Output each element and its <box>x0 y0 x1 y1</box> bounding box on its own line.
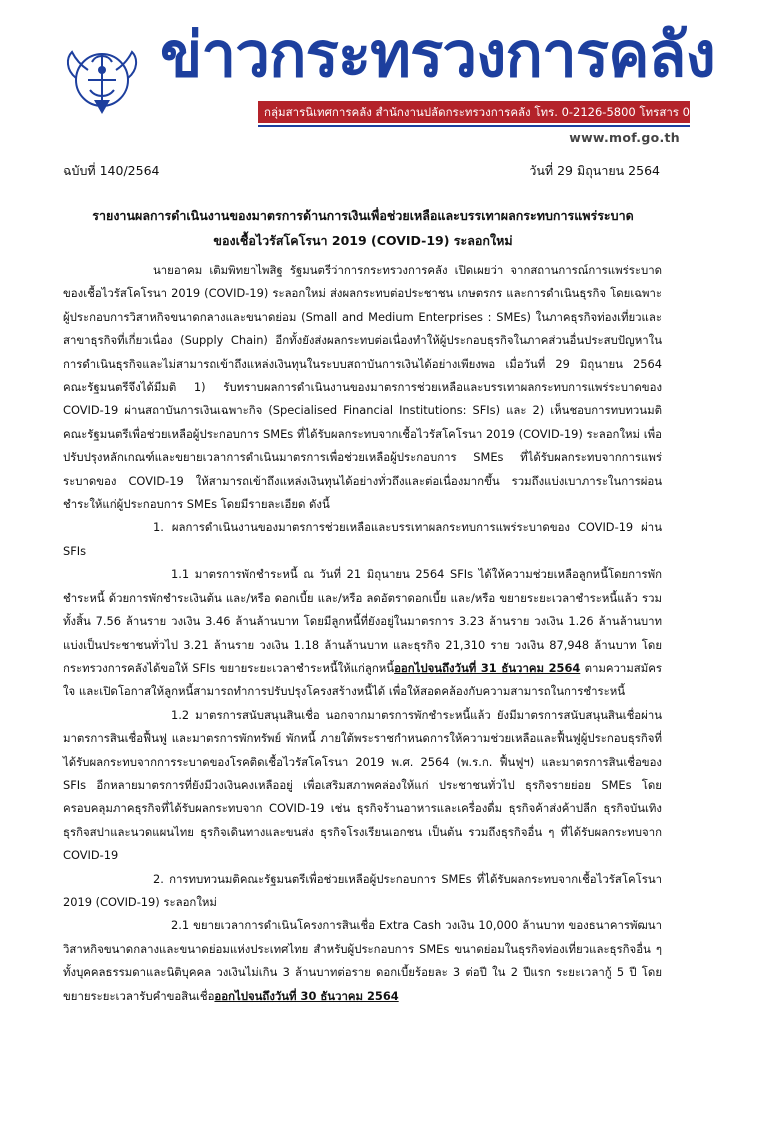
section-1-1-lead: 1.1 มาตรการพักชำระหนี้ <box>171 567 298 582</box>
section-1-1-paragraph <box>63 563 662 703</box>
contact-bar: กลุ่มสารนิเทศการคลัง สำนักงานปลัดกระทรวงการคลัง โทร. 0-2126-5800 โทรสาร 0-2273-9763 <box>258 101 690 123</box>
garuda-emblem-icon <box>62 40 142 120</box>
title-line-1: รายงานผลการดำเนินงานของมาตรการด้านการเงินเพื่อช่วยเหลือและบรรเทาผลกระทบการแพร่ระบาด <box>92 208 634 223</box>
issue-number: ฉบับที่ 140/2564 <box>63 163 160 178</box>
header-divider <box>258 125 690 127</box>
section-1-2-text: นอกจากมาตรการพักชำระหนี้แล้ว ยังมีมาตรการสนับสนุนสินเชื่อผ่านมาตรการสินเชื่อฟื้นฟู และมาตรการพักทรัพย์ พักหนี้ ภายใต้พระราชกำหนดการให้ความช่วยเหลือและฟื้นฟูผู้ประกอบธุรกิจที่ได้รับผลกระทบจากการระบาดของโรคติดเชื้อไวรัสโคโรนา 2019 พ.ศ. 2564 (พ.ร.ก. ฟื้นฟูฯ) และมาตรการสินเชื่อของ SFIs อีกหลายมาตรการที่ยังมีวงเงินคงเหลืออยู่ เพื่อเสริมสภาพคล่องให้แก่ ประชาชนทั่วไป ธุรกิจรายย่อย SMEs โดยครอบคลุมภาคธุรกิจที่ได้รับผลกระทบจาก COVID-19 เช่น ธุรกิจร้านอาหารและเครื่องดื่ม ธุรกิจค้าส่งค้าปลีก ธุรกิจบันเทิง ธุรกิจสปาและนวดแผนไทย ธุรกิจเดินทางและขนส่ง ธุรกิจโรงเรียนเอกชน เป็นต้น รวมถึงธุรกิจอื่น ๆ ที่ได้รับผลกระทบจาก COVID-19 <box>63 707 662 863</box>
section-1-heading: 1. ผลการดำเนินงานของมาตรการช่วยเหลือและบรรเทาผลกระทบการแพร่ระบาดของ COVID-19 ผ่าน SFIs <box>63 520 662 558</box>
website-url[interactable]: www.mof.go.th <box>569 130 680 145</box>
section-2-1-deadline: ออกไปจนถึงวันที่ 30 ธันวาคม 2564 <box>214 988 399 1003</box>
section-1-1-tail: ตามความสมัครใจ และเปิดโอกาสให้ลูกหนี้สามารถทำการปรับปรุงโครงสร้างหนี้ได้ เพื่อให้สอดคล้องกับความสามารถในการชำระหนี้ <box>63 660 663 699</box>
section-2-1-text: 2.1 ขยายเวลาการดำเนินโครงการสินเชื่อ Extra Cash วงเงิน 10,000 ล้านบาท ของธนาคารพัฒนาวิสาหกิจขนาดกลางและขนาดย่อมแห่งประเทศไทย สำหรับผู้ประกอบการ SMEs ขนาดย่อมในธุรกิจท่องเที่ยวและธุรกิจอื่น ๆ ทั้งบุคคลธรรมดาและนิติบุคคล วงเงินไม่เกิน 3 ล้านบาทต่อราย ดอกเบี้ยร้อยละ 3 ต่อปี ใน 2 ปีแรก ระยะเวลากู้ 5 ปี โดยขยายระยะเวลารับคำขอสินเชื่อ <box>63 918 662 1003</box>
section-1-1-text: ณ วันที่ 21 มิถุนายน 2564 SFIs ได้ให้ความช่วยเหลือลูกหนี้โดยการพักชำระหนี้ ด้วยการพักชำระเงินต้น และ/หรือ ดอกเบี้ย และ/หรือ ลดอัตราดอกเบี้ย และ/หรือ ขยายระยะเวลาชำระหนี้แล้ว รวมทั้งสิ้น 7.56 ล้านราย วงเงิน 3.46 ล้านล้านบาท โดยมีลูกหนี้ที่ยังอยู่ในมาตรการ 3.23 ล้านราย วงเงิน 1.26 ล้านล้านบาท แบ่งเป็นประชาชนทั่วไป 3.21 ล้านราย วงเงิน 1.18 ล้านล้านบาท และธุรกิจ 21,310 ราย วงเงิน 87,948 ล้านบาท โดยกระทรวงการคลังได้ขอให้ SFIs ขยายระยะเวลาชำระหนี้ให้แก่ลูกหนี้ <box>63 567 662 675</box>
section-2-heading: 2. การทบทวนมติคณะรัฐมนตรีเพื่อช่วยเหลือผู้ประกอบการ SMEs ที่ได้รับผลกระทบจากเชื้อไวรัสโคโรนา 2019 (COVID-19) ระลอกใหม่ <box>63 871 662 909</box>
section-2-1-paragraph <box>63 914 662 1008</box>
section-1-2-paragraph <box>63 704 662 868</box>
title-line-2: ของเชื้อไวรัสโคโรนา 2019 (COVID-19) ระลอกใหม่ <box>213 233 513 248</box>
document-title <box>63 203 663 253</box>
issue-date: วันที่ 29 มิถุนายน 2564 <box>529 163 660 178</box>
masthead-title: ข่าวกระทรวงการคลัง <box>160 18 715 91</box>
intro-paragraph: นายอาคม เติมพิทยาไพสิฐ รัฐมนตรีว่าการกระทรวงการคลัง เปิดเผยว่า จากสถานการณ์การแพร่ระบาดของเชื้อไวรัสโคโรนา 2019 (COVID-19) ระลอกใหม่ ส่งผลกระทบต่อประชาชน เกษตรกร และการดำเนินธุรกิจ โดยเฉพาะผู้ประกอบการวิสาหกิจขนาดกลางและขนาดย่อม (Small and Medium Enterprises : SMEs) ในภาคธุรกิจท่องเที่ยวและสาขาธุรกิจที่เกี่ยวเนื่อง (Supply Chain) อีกทั้งยังส่งผลกระทบต่อเนื่องทำให้ผู้ประกอบธุรกิจในภาคส่วนอื่นประสบปัญหาในการดำเนินธุรกิจและไม่สามารถเข้าถึงแหล่งเงินทุนในระบบสถาบันการเงินได้อย่างเพียงพอ เมื่อวันที่ 29 มิถุนายน 2564 คณะรัฐมนตรีจึงได้มีมติ 1) รับทราบผลการดำเนินงานของมาตรการช่วยเหลือและบรรเทาผลกระทบการแพร่ระบาดของ COVID-19 ผ่านสถาบันการเงินเฉพาะกิจ (Specialised Financial Institutions: SFIs) และ 2) เห็นชอบการทบทวนมติคณะรัฐมนตรีเพื่อช่วยเหลือผู้ประกอบการ SMEs ที่ได้รับผลกระทบจากเชื้อไวรัสโคโรนา 2019 (COVID-19) ระลอกใหม่ เพื่อปรับปรุงหลักเกณฑ์และขยายเวลาการดำเนินมาตรการเพื่อช่วยเหลือผู้ประกอบการ SMEs ที่ได้รับผลกระทบจากการแพร่ระบาดของ COVID-19 ให้สามารถเข้าถึงแหล่งเงินทุนได้อย่างทั่วถึงและต่อเนื่องมากขึ้น รวมถึงแบ่งเบาภาระในการผ่อนชำระให้แก่ผู้ประกอบการ SMEs โดยมีรายละเอียด ดังนี้ <box>63 263 662 512</box>
document-body <box>63 259 662 1008</box>
section-1-1-deadline: ออกไปจนถึงวันที่ 31 ธันวาคม 2564 <box>394 660 581 675</box>
section-1-2-lead: 1.2 มาตรการสนับสนุนสินเชื่อ <box>171 707 320 722</box>
meta-line <box>63 161 660 179</box>
letterhead <box>0 0 757 150</box>
